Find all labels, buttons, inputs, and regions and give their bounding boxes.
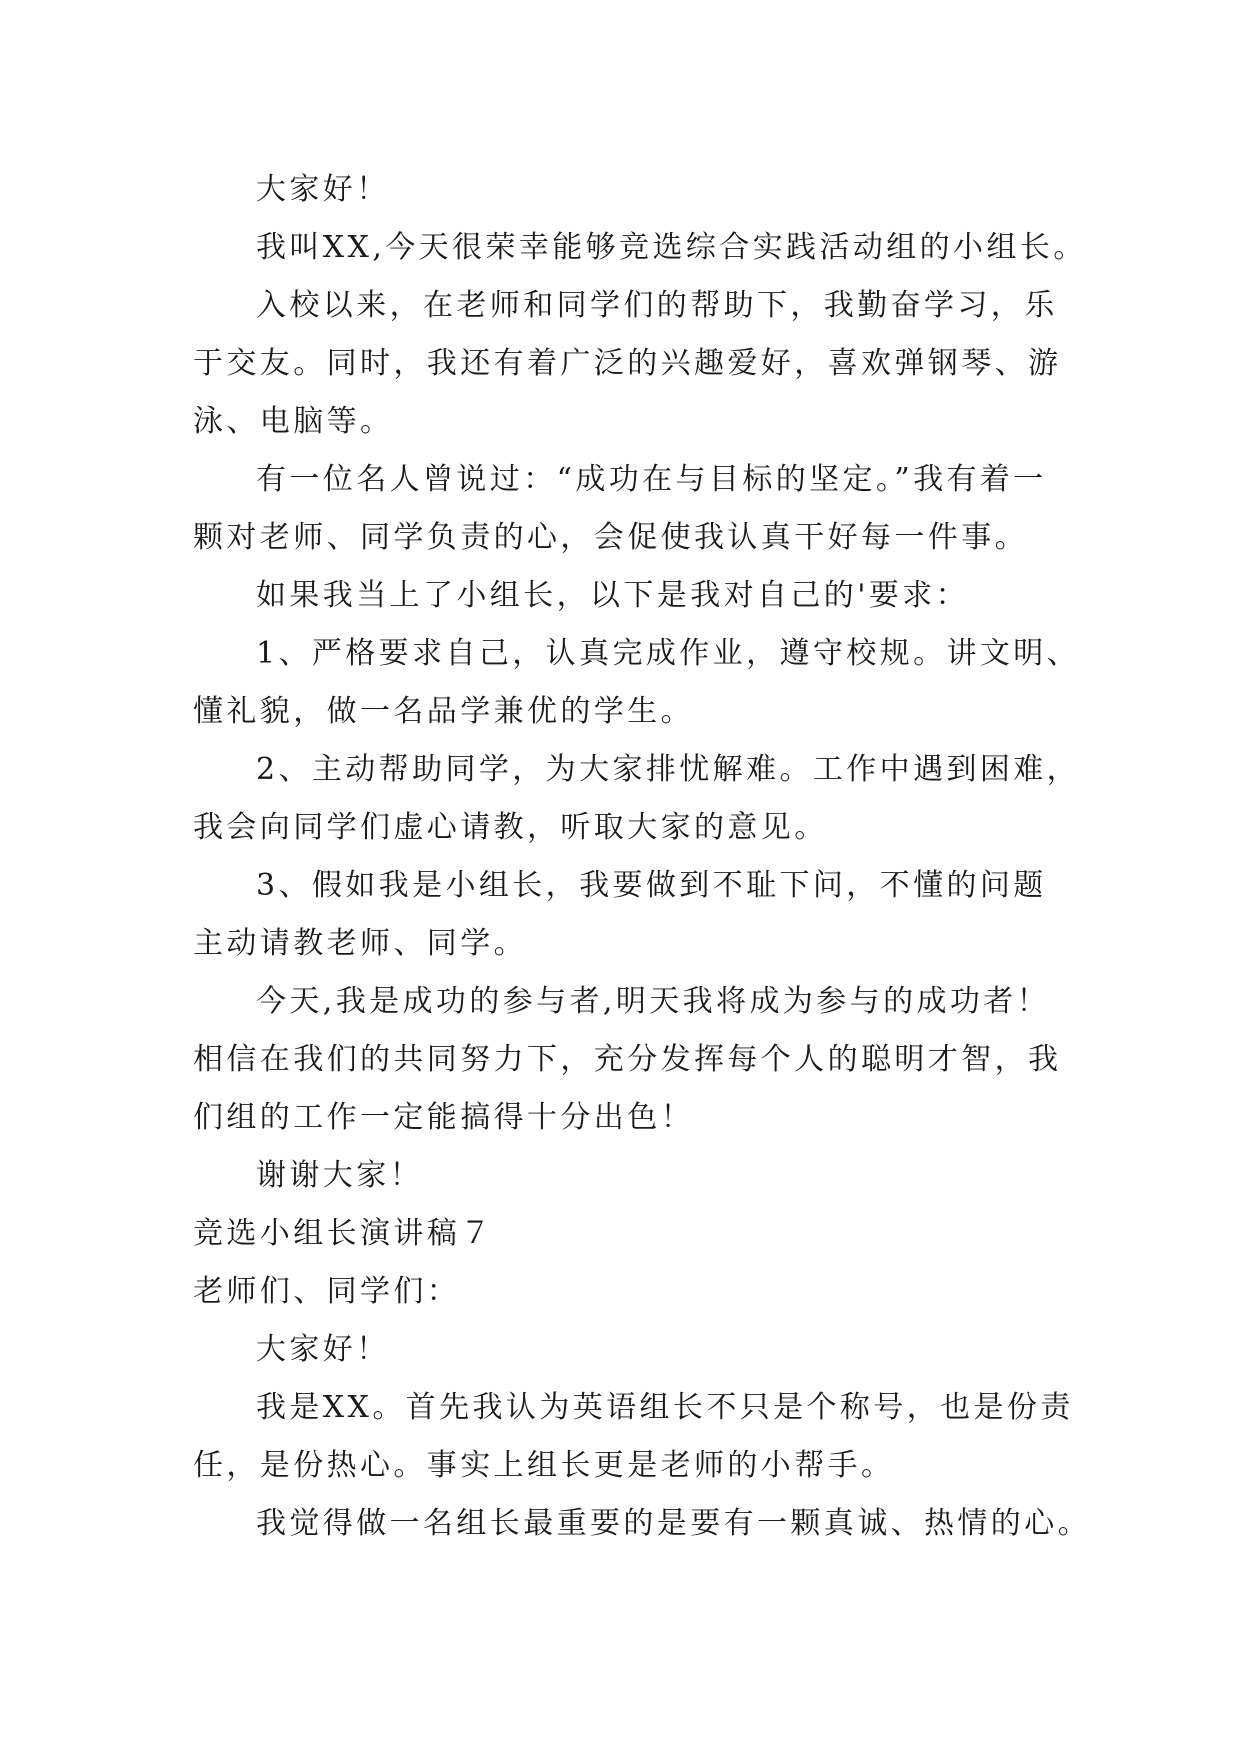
text-line: 于交友。同时，我还有着广泛的兴趣爱好，喜欢弹钢琴、游 — [193, 346, 1062, 381]
text-line: 们组的工作一定能搞得十分出色！ — [193, 1100, 694, 1135]
heading-line — [193, 1263, 1073, 1321]
document-body — [193, 161, 1091, 1553]
body-paragraph — [193, 625, 1081, 741]
text-line: 大家好！ — [256, 172, 390, 207]
body-paragraph — [193, 219, 1087, 277]
text-line: 谢谢大家！ — [256, 1158, 423, 1193]
body-paragraph — [193, 741, 1081, 857]
text-line: 我觉得做一名组长最重要的是要有一颗真诚、热情的心。 — [256, 1506, 1091, 1541]
text-line: 今天,我是成功的参与者,明天我将成为参与的成功者！ — [256, 984, 1051, 1019]
text-line: 大家好！ — [256, 1332, 390, 1367]
text-line: 颗对老师、同学负责的心，会促使我认真干好每一件事。 — [193, 520, 1028, 555]
body-paragraph — [193, 1495, 1091, 1553]
text-line: 泳、电脑等。 — [193, 404, 394, 439]
body-paragraph — [193, 161, 1073, 219]
text-line: 相信在我们的共同努力下，充分发挥每个人的聪明才智，我 — [193, 1042, 1062, 1077]
text-line: 3、假如我是小组长，我要做到不耻下问，不懂的问题 — [256, 868, 1047, 903]
text-line: 如果我当上了小组长，以下是我对自己的'要求： — [256, 578, 970, 613]
text-line: 1、严格要求自己，认真完成作业，遵守校规。讲文明、 — [256, 636, 1081, 671]
body-paragraph — [193, 451, 1073, 567]
text-line: 懂礼貌，做一名品学兼优的学生。 — [193, 694, 694, 729]
text-line: 老师们、同学们： — [193, 1274, 461, 1309]
body-paragraph — [193, 277, 1073, 451]
body-paragraph — [193, 1147, 1073, 1205]
heading-line — [193, 1205, 1073, 1263]
text-line: 我叫XX,今天很荣幸能够竞选综合实践活动组的小组长。 — [256, 230, 1087, 265]
body-paragraph — [193, 973, 1073, 1147]
text-line: 入校以来，在老师和同学们的帮助下，我勤奋学习，乐 — [256, 288, 1058, 323]
body-paragraph — [193, 1321, 1073, 1379]
body-paragraph — [193, 857, 1073, 973]
text-line: 我是XX。首先我认为英语组长不只是个称号，也是份责 — [256, 1390, 1074, 1425]
text-line: 主动请教老师、同学。 — [193, 926, 527, 961]
text-line: 有一位名人曾说过：“成功在与目标的坚定。”我有着一 — [256, 462, 1047, 497]
text-line: 我会向同学们虚心请教，听取大家的意见。 — [193, 810, 828, 845]
text-line: 2、主动帮助同学，为大家排忧解难。工作中遇到困难， — [256, 752, 1081, 787]
body-paragraph — [193, 567, 1073, 625]
text-line: 竞选小组长演讲稿７ — [193, 1216, 494, 1251]
text-line: 任，是份热心。事实上组长更是老师的小帮手。 — [193, 1448, 895, 1483]
body-paragraph — [193, 1379, 1073, 1495]
